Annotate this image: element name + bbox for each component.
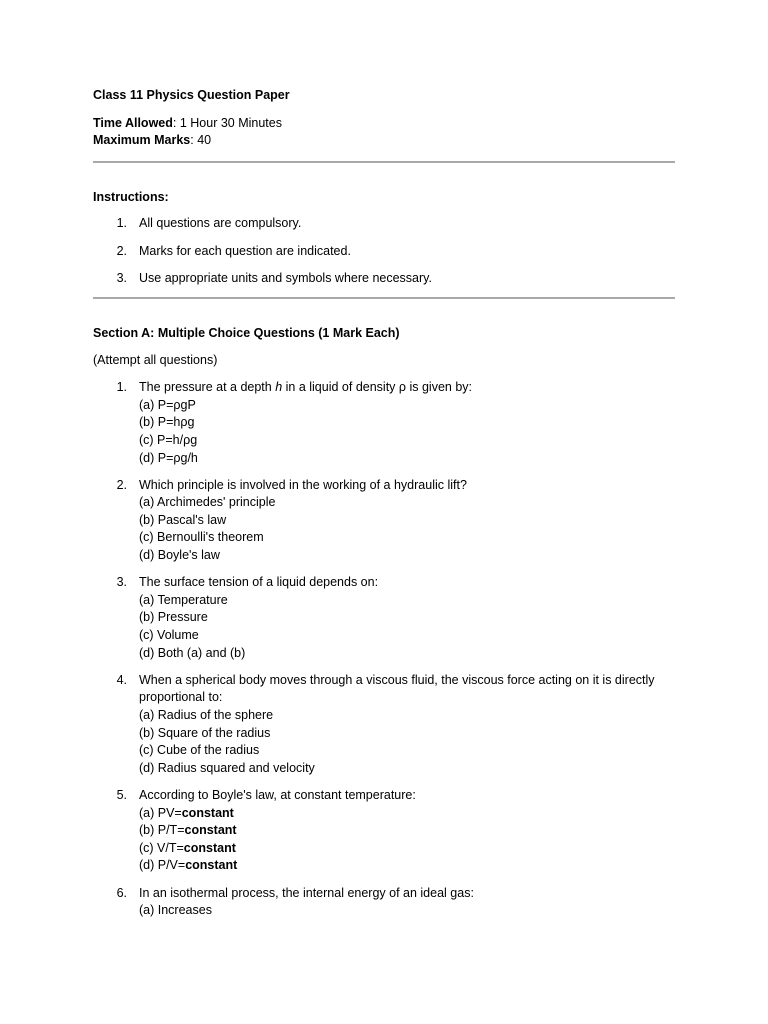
answer-option-emphasis: constant — [183, 840, 236, 855]
question-text-part: According to Boyle's law, at constant temperature: — [139, 787, 416, 802]
answer-option-text: (a) PV= — [139, 805, 182, 820]
answer-option-text: (c) P=h/ρg — [139, 432, 198, 447]
answer-option-text: (b) Pascal's law — [139, 512, 227, 527]
question-text-part: When a spherical body moves through a viscous fluid, the viscous force acting on it is directly proportional to: — [139, 672, 655, 705]
answer-option-text: (b) Pressure — [139, 610, 208, 625]
answer-option — [139, 609, 675, 627]
answer-option — [139, 592, 675, 610]
question-item — [93, 787, 675, 875]
maximum-marks-label: Maximum Marks — [93, 133, 191, 148]
section-a-heading: Section A: Multiple Choice Questions (1 Mark Each) — [93, 325, 400, 340]
instruction-number: 1. — [116, 216, 127, 231]
answer-option-text: (a) P=ρgP — [139, 397, 196, 412]
answer-option — [139, 645, 675, 663]
question-text-part: in a liquid of density ρ is given by: — [282, 380, 473, 395]
question-text — [139, 477, 675, 495]
answer-option-text: (d) P=ρg/h — [139, 450, 198, 465]
answer-option — [139, 857, 675, 875]
instruction-item — [93, 243, 675, 261]
question-text — [139, 672, 675, 707]
answer-option-text: (d) P/V= — [139, 858, 186, 873]
question-text — [139, 885, 675, 903]
section-a-note: (Attempt all questions) — [93, 352, 218, 367]
question-item — [93, 379, 675, 467]
answer-option — [139, 760, 675, 778]
question-text-part: The pressure at a depth — [139, 380, 276, 395]
document-content — [93, 87, 675, 929]
answer-option — [139, 822, 675, 840]
answer-option-text: (c) Cube of the radius — [139, 743, 260, 758]
answer-option-text: (a) Radius of the sphere — [139, 708, 274, 722]
question-number: 6. — [116, 885, 127, 900]
question-number: 4. — [116, 672, 127, 687]
answer-option-emphasis: constant — [181, 805, 234, 820]
answer-option — [139, 397, 675, 415]
divider — [93, 297, 675, 299]
answer-option-emphasis: constant — [185, 858, 238, 873]
answer-option-text: (c) Bernoulli's theorem — [139, 530, 264, 545]
question-item — [93, 477, 675, 565]
instruction-text: Use appropriate units and symbols where necessary. — [139, 270, 432, 285]
instruction-text: Marks for each question are indicated. — [139, 243, 351, 258]
maximum-marks-value: : 40 — [190, 133, 212, 148]
answer-option-text: (a) Increases — [139, 903, 212, 918]
question-variable: h — [275, 380, 283, 395]
answer-option — [139, 627, 675, 645]
answer-option-text: (b) P/T= — [139, 823, 185, 838]
question-text — [139, 787, 675, 805]
time-allowed-value: : 1 Hour 30 Minutes — [172, 115, 282, 130]
answer-option — [139, 432, 675, 450]
answer-option — [139, 902, 675, 920]
answer-option — [139, 707, 675, 725]
question-number: 3. — [116, 575, 127, 590]
instruction-number: 3. — [116, 270, 127, 285]
instructions-list — [93, 215, 675, 287]
answer-option-text: (b) Square of the radius — [139, 725, 271, 740]
question-text — [139, 379, 675, 397]
question-text-part: Which principle is involved in the working of a hydraulic lift? — [139, 477, 467, 492]
answer-option — [139, 414, 675, 432]
answer-option-text: (a) Archimedes' principle — [139, 495, 276, 510]
answer-option-text: (d) Boyle's law — [139, 548, 220, 563]
question-list — [93, 379, 675, 920]
instructions-heading: Instructions: — [93, 189, 169, 204]
answer-option-text: (c) Volume — [139, 628, 199, 643]
time-allowed-label: Time Allowed — [93, 115, 173, 130]
question-number: 5. — [116, 787, 127, 802]
answer-option — [139, 512, 675, 530]
answer-option — [139, 494, 675, 512]
divider — [93, 161, 675, 163]
question-text-part: The surface tension of a liquid depends on: — [139, 575, 379, 590]
answer-option — [139, 547, 675, 565]
time-allowed — [93, 115, 675, 133]
instruction-number: 2. — [116, 243, 127, 258]
answer-option-text: (d) Both (a) and (b) — [139, 645, 246, 660]
question-item — [93, 885, 675, 920]
instruction-text: All questions are compulsory. — [139, 216, 302, 231]
answer-option-text: (c) V/T= — [139, 840, 184, 855]
question-number: 1. — [116, 380, 127, 395]
paper-title: Class 11 Physics Question Paper — [93, 88, 290, 102]
question-text-part: In an isothermal process, the internal energy of an ideal gas: — [139, 885, 474, 900]
answer-option-text: (d) Radius squared and velocity — [139, 760, 315, 775]
question-item — [93, 574, 675, 662]
answer-option-text: (a) Temperature — [139, 592, 228, 607]
answer-option — [139, 742, 675, 760]
maximum-marks — [93, 132, 675, 150]
answer-option — [139, 840, 675, 858]
question-item — [93, 672, 675, 778]
answer-option-text: (b) P=hρg — [139, 415, 195, 430]
answer-option — [139, 725, 675, 743]
answer-option — [139, 529, 675, 547]
instruction-item — [93, 215, 675, 233]
answer-option — [139, 450, 675, 468]
question-text — [139, 574, 675, 592]
answer-option — [139, 805, 675, 823]
answer-option-emphasis: constant — [184, 823, 237, 838]
question-number: 2. — [116, 477, 127, 492]
instruction-item — [93, 270, 675, 288]
